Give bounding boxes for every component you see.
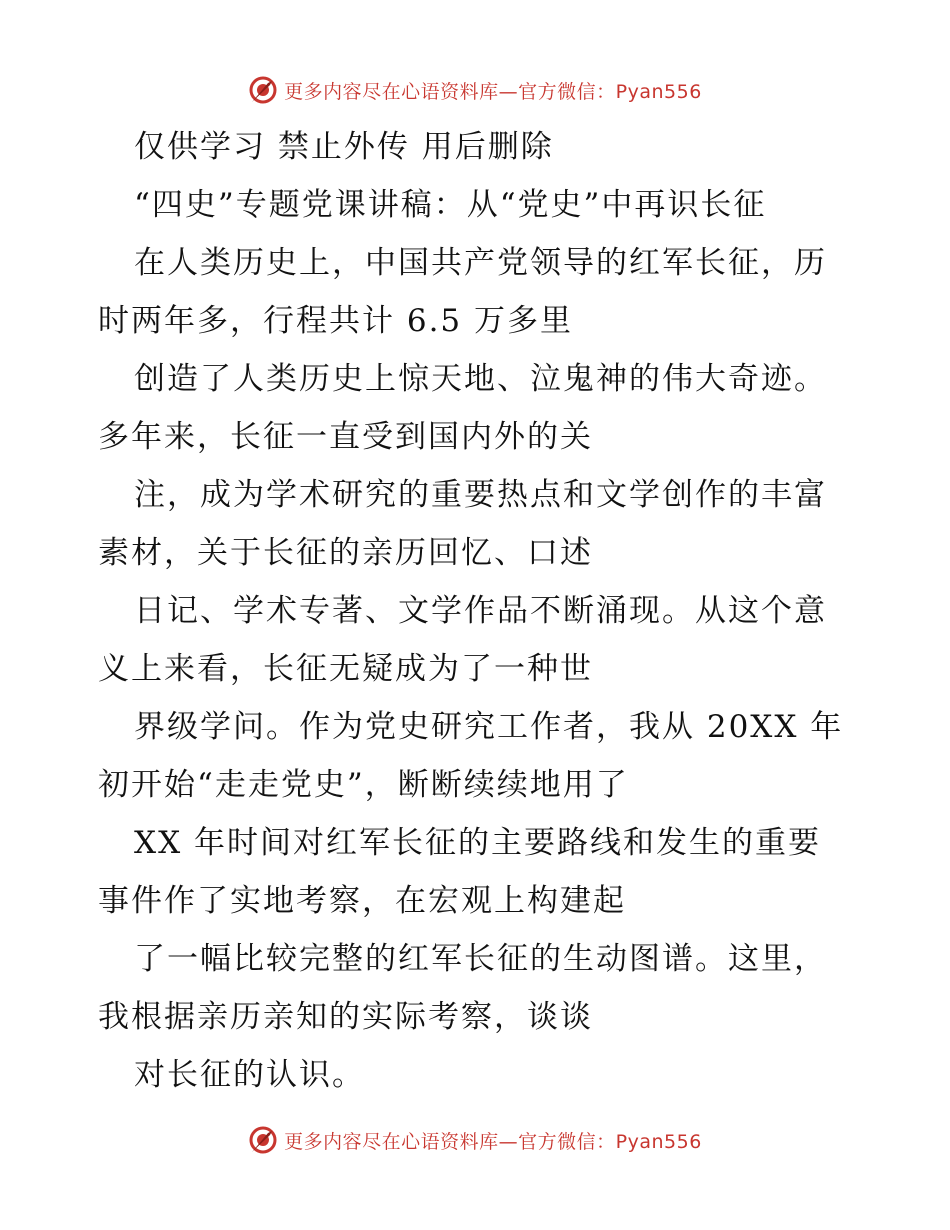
paragraph-line: 事件作了实地考察，在宏观上构建起 [98, 883, 626, 919]
paragraph-line: 创造了人类历史上惊天地、泣鬼神的伟大奇迹。 [134, 361, 827, 397]
paragraph-line: XX 年时间对红军长征的主要路线和发生的重要 [134, 825, 821, 861]
paragraph-line: 我根据亲历亲知的实际考察，谈谈 [98, 999, 593, 1035]
watermark-text: 更多内容尽在心语资料库—官方微信：Pyan556 [284, 80, 702, 103]
paragraph-line: 多年来，长征一直受到国内外的关 [98, 419, 593, 455]
notice-line: 仅供学习 禁止外传 用后删除 [134, 129, 554, 165]
paragraph-line: 注，成为学术研究的重要热点和文学创作的丰富 [134, 477, 827, 513]
paragraph-line: 界级学问。作为党史研究工作者，我从 20XX 年 [134, 709, 844, 745]
paragraph-line: 了一幅比较完整的红军长征的生动图谱。这里， [134, 941, 827, 977]
paragraph-line: 时两年多，行程共计 6.5 万多里 [98, 303, 574, 339]
quill-logo-icon [248, 1125, 278, 1155]
paragraph-line: 初开始“走走党史”，断断续续地用了 [98, 767, 629, 803]
document-title: “四史”专题党课讲稿：从“党史”中再识长征 [134, 187, 767, 223]
paragraph-line: 在人类历史上，中国共产党领导的红军长征，历 [134, 245, 827, 281]
paragraph-line: 日记、学术专著、文学作品不断涌现。从这个意 [134, 593, 827, 629]
watermark-text: 更多内容尽在心语资料库—官方微信：Pyan556 [284, 1130, 702, 1153]
paragraph-line: 义上来看，长征无疑成为了一种世 [98, 651, 593, 687]
paragraph-line: 素材，关于长征的亲历回忆、口述 [98, 535, 593, 571]
footer-watermark-banner [0, 1123, 950, 1157]
paragraph-line: 对长征的认识。 [134, 1057, 365, 1093]
